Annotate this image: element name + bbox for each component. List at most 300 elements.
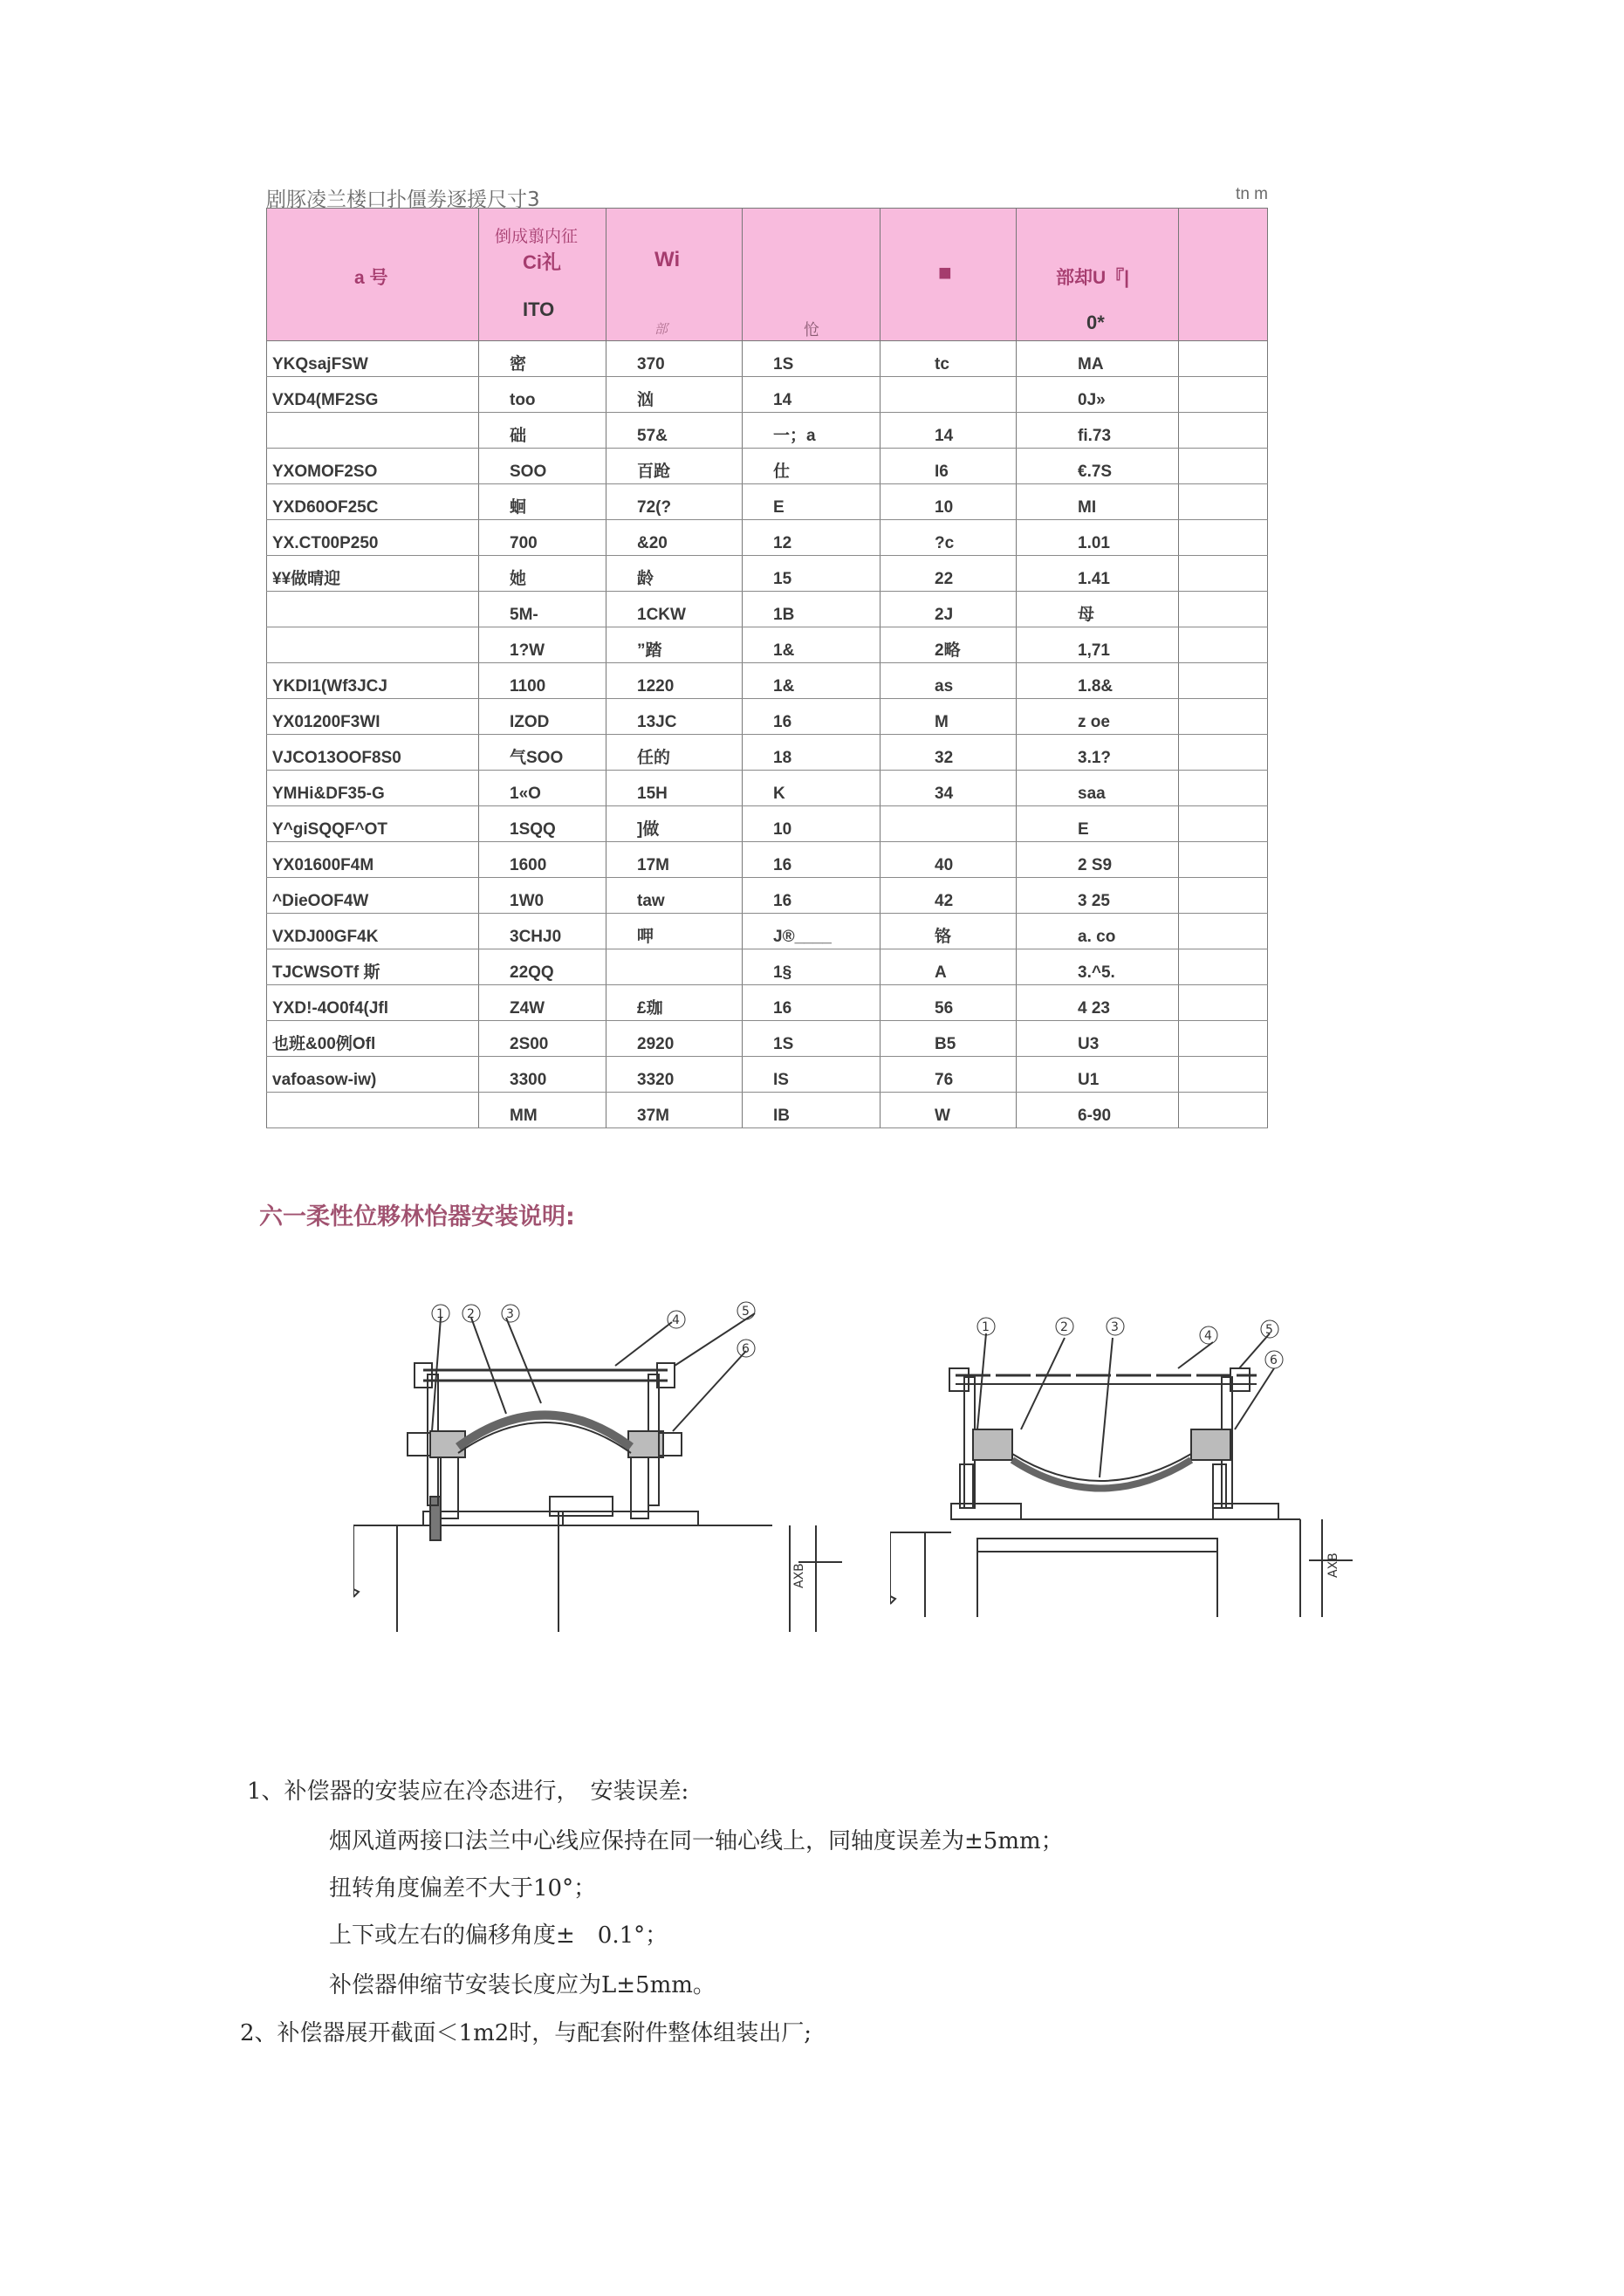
cell-text: 3CHJ0: [510, 928, 562, 946]
table-cell: [1017, 914, 1179, 949]
cell-text: 2 S9: [1078, 856, 1113, 874]
table-cell: [1179, 806, 1268, 842]
table-cell: [743, 520, 881, 556]
cell-text: 2S00: [510, 1035, 549, 1053]
cell-text: TJCWSOTf 斯: [272, 963, 380, 982]
cell-text: MI: [1078, 498, 1097, 517]
cell-text: 40: [935, 856, 954, 874]
table-cell: [743, 592, 881, 627]
table-cell: [743, 949, 881, 985]
cell-text: VXD4(MF2SG: [272, 391, 379, 409]
callout-r2: 2: [1060, 1320, 1068, 1334]
table-cell: [606, 949, 743, 985]
table-cell: [606, 1021, 743, 1057]
table-cell: [1017, 878, 1179, 914]
table-cell: [1179, 699, 1268, 735]
cell-text: 37M: [637, 1107, 669, 1125]
table-cell: [267, 341, 479, 377]
table-cell: [881, 556, 1017, 592]
cell-text: 1&: [773, 641, 795, 660]
table-cell: [881, 699, 1017, 735]
cell-text: 1CKW: [637, 606, 686, 624]
cell-text: 母: [1078, 606, 1095, 624]
table-cell: [606, 842, 743, 878]
cell-text: £珈: [637, 999, 663, 1018]
table-cell: [479, 842, 606, 878]
cell-text: 2920: [637, 1035, 675, 1053]
table-row: [267, 1093, 1268, 1128]
cell-text: 14: [935, 427, 954, 445]
cell-text: YXOMOF2SO: [272, 463, 378, 481]
table-cell: [1179, 735, 1268, 771]
table-cell: [743, 914, 881, 949]
cell-text: J®____: [773, 928, 832, 946]
table-cell: [881, 341, 1017, 377]
header-weight: 部却U『| 0*: [1017, 209, 1179, 341]
table-cell: [881, 985, 1017, 1021]
cell-text: 16: [773, 713, 792, 731]
table-cell: [267, 806, 479, 842]
cell-text: YMHi&DF35-G: [272, 785, 385, 803]
cell-text: IZOD: [510, 713, 550, 731]
table-cell: [1179, 985, 1268, 1021]
table-cell: [1017, 771, 1179, 806]
table-cell: [881, 449, 1017, 484]
cell-text: YXD!-4O0f4(Jfl: [272, 999, 389, 1018]
table-header-row: [267, 209, 1268, 341]
header-col4: ■: [881, 209, 1017, 341]
table-cell: [1017, 949, 1179, 985]
callout-r1: 1: [982, 1320, 990, 1334]
callout-r6: 6: [1270, 1354, 1278, 1367]
cell-text: 密: [510, 355, 527, 374]
table-cell: [267, 914, 479, 949]
table-cell: [606, 520, 743, 556]
table-row: [267, 449, 1268, 484]
cell-text: 700: [510, 534, 538, 552]
cell-text: saa: [1078, 785, 1106, 803]
table-cell: [1179, 341, 1268, 377]
table-cell: [606, 1057, 743, 1093]
table-cell: [1017, 985, 1179, 1021]
table-cell: [881, 1093, 1017, 1128]
table-row: [267, 842, 1268, 878]
table-title: 剧豚凌兰楼口扑僵劵逐援尺寸3: [266, 188, 540, 211]
table-cell: [1179, 520, 1268, 556]
cell-text: 0J»: [1078, 391, 1106, 409]
cell-text: Y^giSQQF^OT: [272, 820, 387, 839]
cell-text: 1600: [510, 856, 547, 874]
table-cell: [479, 1093, 606, 1128]
cell-text: vafoasow-iw): [272, 1071, 377, 1089]
table-cell: [881, 1021, 1017, 1057]
table-cell: [606, 699, 743, 735]
table-cell: [743, 663, 881, 699]
callout-r5: 5: [1265, 1323, 1273, 1337]
table-cell: [479, 663, 606, 699]
header-model: a 号: [267, 209, 479, 341]
cell-text: M: [935, 713, 949, 731]
table-cell: [1179, 377, 1268, 413]
table-cell: [743, 1021, 881, 1057]
cell-text: 1W0: [510, 892, 545, 910]
table-row: [267, 663, 1268, 699]
table-cell: [479, 878, 606, 914]
cell-text: 42: [935, 892, 954, 910]
cell-text: 1«O: [510, 785, 541, 803]
instruction-1a: 烟风道两接口法兰中心线应保持在同一轴心线上，同轴度误差为±5mm；: [329, 1828, 1064, 1854]
table-cell: [881, 878, 1017, 914]
table-row: [267, 985, 1268, 1021]
table-cell: [479, 699, 606, 735]
table-cell: [606, 663, 743, 699]
table-cell: [267, 878, 479, 914]
cell-text: z oe: [1078, 713, 1110, 731]
instruction-1: 1、补偿器的安装应在冷态进行， 安装误差:: [247, 1779, 689, 1805]
table-cell: [1179, 1057, 1268, 1093]
table-row: [267, 377, 1268, 413]
table-cell: [606, 592, 743, 627]
cell-text: A: [935, 963, 947, 982]
table-cell: [881, 413, 1017, 449]
table-cell: [606, 484, 743, 520]
table-row: [267, 699, 1268, 735]
cell-text: VJCO13OOF8S0: [272, 749, 401, 767]
cell-text: 3.1?: [1078, 749, 1112, 767]
cell-text: ”踏: [637, 641, 662, 660]
table-cell: [479, 949, 606, 985]
table-cell: [743, 1057, 881, 1093]
callout-5: 5: [742, 1305, 750, 1319]
table-cell: [606, 413, 743, 449]
table-cell: [1179, 449, 1268, 484]
cell-text: K: [773, 785, 785, 803]
cell-text: fi.73: [1078, 427, 1112, 445]
cell-text: U1: [1078, 1071, 1100, 1089]
table-cell: [1179, 413, 1268, 449]
table-cell: [479, 914, 606, 949]
table-cell: [267, 592, 479, 627]
cell-text: 32: [935, 749, 954, 767]
table-cell: [881, 663, 1017, 699]
table-cell: [1179, 878, 1268, 914]
table-cell: [606, 341, 743, 377]
table-row: [267, 1021, 1268, 1057]
cell-text: 16: [773, 999, 792, 1018]
table-cell: [479, 627, 606, 663]
callout-3: 3: [506, 1307, 514, 1321]
cell-text: 1100: [510, 677, 546, 696]
callout-4: 4: [672, 1313, 680, 1327]
table-cell: [479, 771, 606, 806]
table-row: [267, 627, 1268, 663]
cell-text: as: [935, 677, 954, 696]
cell-text: YKQsajFSW: [272, 355, 368, 374]
table-cell: [267, 556, 479, 592]
cell-text: €.7S: [1078, 463, 1113, 481]
table-cell: [881, 842, 1017, 878]
cell-text: 蛔: [510, 498, 527, 517]
table-cell: [881, 1057, 1017, 1093]
table-cell: [1179, 914, 1268, 949]
table-cell: [606, 914, 743, 949]
table-cell: [479, 556, 606, 592]
cell-text: 17M: [637, 856, 669, 874]
table-row: [267, 949, 1268, 985]
table-cell: [743, 1093, 881, 1128]
table-cell: [1017, 484, 1179, 520]
cell-text: YKDI1(Wf3JCJ: [272, 677, 387, 696]
cell-text: 1B: [773, 606, 795, 624]
table-cell: [881, 914, 1017, 949]
cell-text: U3: [1078, 1035, 1100, 1053]
cell-text: 22QQ: [510, 963, 554, 982]
table-cell: [743, 449, 881, 484]
table-cell: [606, 771, 743, 806]
table-row: [267, 735, 1268, 771]
table-cell: [743, 985, 881, 1021]
cell-text: 一；a: [773, 427, 816, 445]
table-cell: [881, 627, 1017, 663]
table-cell: [267, 1021, 479, 1057]
cell-text: 6-90: [1078, 1107, 1112, 1125]
cell-text: 1§: [773, 963, 792, 982]
cell-text: VXDJ00GF4K: [272, 928, 379, 946]
table-caption: [266, 183, 1268, 211]
table-cell: [1179, 1021, 1268, 1057]
table-cell: [267, 627, 479, 663]
table-cell: [1179, 949, 1268, 985]
table-cell: [743, 627, 881, 663]
table-cell: [881, 949, 1017, 985]
cell-text: 56: [935, 999, 954, 1018]
cell-text: 1,71: [1078, 641, 1110, 660]
table-cell: [267, 377, 479, 413]
table-cell: [1017, 1057, 1179, 1093]
table-cell: [881, 520, 1017, 556]
table-cell: [267, 449, 479, 484]
table-row: [267, 914, 1268, 949]
table-cell: [267, 949, 479, 985]
table-cell: [267, 663, 479, 699]
table-cell: [1179, 484, 1268, 520]
table-row: [267, 1057, 1268, 1093]
cell-text: 1?W: [510, 641, 545, 660]
table-cell: [1017, 592, 1179, 627]
table-cell: [1017, 556, 1179, 592]
table-cell: [606, 878, 743, 914]
table-cell: [1179, 627, 1268, 663]
cell-text: 1.01: [1078, 534, 1110, 552]
table-cell: [1179, 556, 1268, 592]
table-cell: [479, 985, 606, 1021]
cell-text: YX01600F4M: [272, 856, 374, 874]
callout-2: 2: [467, 1307, 475, 1321]
callout-1: 1: [436, 1307, 444, 1321]
table-cell: [267, 771, 479, 806]
table-cell: [479, 806, 606, 842]
cell-text: ^DieOOF4W: [272, 892, 369, 910]
table-unit: tn m: [1236, 185, 1268, 203]
table-cell: [881, 592, 1017, 627]
table-cell: [881, 377, 1017, 413]
cell-text: 1220: [637, 677, 675, 696]
table-cell: [743, 377, 881, 413]
cell-text: 1S: [773, 1035, 794, 1053]
cell-text: 3 25: [1078, 892, 1110, 910]
cell-text: 呷: [637, 928, 654, 946]
table-cell: [1017, 1093, 1179, 1128]
table-cell: [1179, 1093, 1268, 1128]
cell-text: too: [510, 391, 536, 409]
cell-text: E: [1078, 820, 1089, 839]
table-cell: [479, 413, 606, 449]
cell-text: E: [773, 498, 785, 517]
table-cell: [1017, 341, 1179, 377]
table-cell: [479, 341, 606, 377]
table-cell: [1179, 771, 1268, 806]
table-cell: [479, 592, 606, 627]
cell-text: 1SQQ: [510, 820, 556, 839]
table-cell: [1179, 663, 1268, 699]
cell-text: 龄: [637, 570, 654, 588]
table-cell: [1017, 699, 1179, 735]
cell-text: 22: [935, 570, 954, 588]
compensator-drawing-right: [890, 1316, 1379, 1648]
cell-text: 1.41: [1078, 570, 1110, 588]
table-cell: [267, 520, 479, 556]
table-row: [267, 520, 1268, 556]
table-cell: [606, 735, 743, 771]
table-cell: [1017, 377, 1179, 413]
section-title: 六一柔性位夥林怡器安装说明:: [259, 1203, 575, 1230]
cell-text: 3320: [637, 1071, 675, 1089]
callout-6: 6: [742, 1342, 750, 1356]
dim-label-right: AXB: [1326, 1552, 1340, 1578]
cell-text: ]做: [637, 820, 660, 839]
cell-text: IB: [773, 1107, 790, 1125]
header-inner-size: 倒成翦内征 Ci礼 ITO: [479, 209, 606, 341]
table-cell: [479, 735, 606, 771]
instruction-1b: 扭转角度偏差不大于10°；: [329, 1875, 597, 1902]
dim-label-left: AXB: [792, 1563, 806, 1588]
cell-text: 百跄: [637, 463, 671, 481]
table-cell: [267, 413, 479, 449]
table-cell: [743, 842, 881, 878]
cell-text: 5M-: [510, 606, 538, 624]
cell-text: MM: [510, 1107, 538, 1125]
table-cell: [1017, 806, 1179, 842]
cell-text: 16: [773, 856, 792, 874]
table-cell: [1017, 627, 1179, 663]
table-cell: [1017, 449, 1179, 484]
table-cell: [743, 735, 881, 771]
table-cell: [1017, 1021, 1179, 1057]
cell-text: 76: [935, 1071, 954, 1089]
table-cell: [479, 1057, 606, 1093]
cell-text: YX01200F3WI: [272, 713, 380, 731]
cell-text: 15H: [637, 785, 668, 803]
cell-text: tc: [935, 355, 949, 374]
cell-text: 1&: [773, 677, 795, 696]
header-col3: 怆: [743, 209, 881, 341]
callout-r3: 3: [1111, 1320, 1119, 1334]
cell-text: 14: [773, 391, 792, 409]
cell-text: 础: [510, 427, 527, 445]
cell-text: ¥¥做晴迎: [272, 570, 341, 588]
table-cell: [606, 556, 743, 592]
table-cell: [479, 449, 606, 484]
instruction-1d: 补偿器伸缩节安装长度应为L±5mm。: [329, 1972, 716, 1998]
table-cell: [881, 771, 1017, 806]
table-cell: [606, 985, 743, 1021]
table-cell: [606, 449, 743, 484]
cell-text: ?c: [935, 534, 955, 552]
cell-text: 铬: [935, 928, 952, 946]
table-cell: [743, 699, 881, 735]
table-cell: [1017, 663, 1179, 699]
cell-text: B5: [935, 1035, 956, 1053]
table-row: [267, 341, 1268, 377]
table-cell: [743, 484, 881, 520]
cell-text: 13JC: [637, 713, 677, 731]
cell-text: 仕: [773, 463, 791, 481]
cell-text: 10: [773, 820, 792, 839]
table-cell: [267, 735, 479, 771]
table-row: [267, 592, 1268, 627]
compensator-drawing-left: [353, 1300, 842, 1649]
cell-text: 34: [935, 785, 954, 803]
instruction-1c: 上下或左右的偏移角度± 0.1°；: [329, 1922, 668, 1949]
cell-text: YX.CT00P250: [272, 534, 379, 552]
table-row: [267, 556, 1268, 592]
table-cell: [743, 771, 881, 806]
cell-text: YXD60OF25C: [272, 498, 379, 517]
cell-text: 汹: [637, 391, 654, 409]
cell-text: MA: [1078, 355, 1104, 374]
table-row: [267, 484, 1268, 520]
cell-text: 16: [773, 892, 792, 910]
table-cell: [743, 556, 881, 592]
cell-text: SOO: [510, 463, 547, 481]
table-cell: [479, 520, 606, 556]
table-cell: [881, 806, 1017, 842]
cell-text: 气SOO: [510, 749, 564, 767]
table-cell: [606, 627, 743, 663]
table-cell: [606, 1093, 743, 1128]
cell-text: 72(?: [637, 498, 672, 517]
header-length: Wi 部: [606, 209, 743, 341]
table-row: [267, 878, 1268, 914]
table-cell: [1017, 520, 1179, 556]
table-cell: [1179, 842, 1268, 878]
table-cell: [881, 735, 1017, 771]
cell-text: 370: [637, 355, 665, 374]
cell-text: 也班&00例Ofl: [272, 1035, 376, 1053]
cell-text: W: [935, 1107, 950, 1125]
table-cell: [743, 413, 881, 449]
table-cell: [267, 985, 479, 1021]
table-cell: [267, 484, 479, 520]
header-col6: [1179, 209, 1268, 341]
table-cell: [1179, 592, 1268, 627]
cell-text: 10: [935, 498, 954, 517]
table-cell: [1017, 413, 1179, 449]
cell-text: 2略: [935, 641, 961, 660]
cell-text: 18: [773, 749, 792, 767]
cell-text: 1.8&: [1078, 677, 1114, 696]
cell-text: 任的: [637, 749, 671, 767]
